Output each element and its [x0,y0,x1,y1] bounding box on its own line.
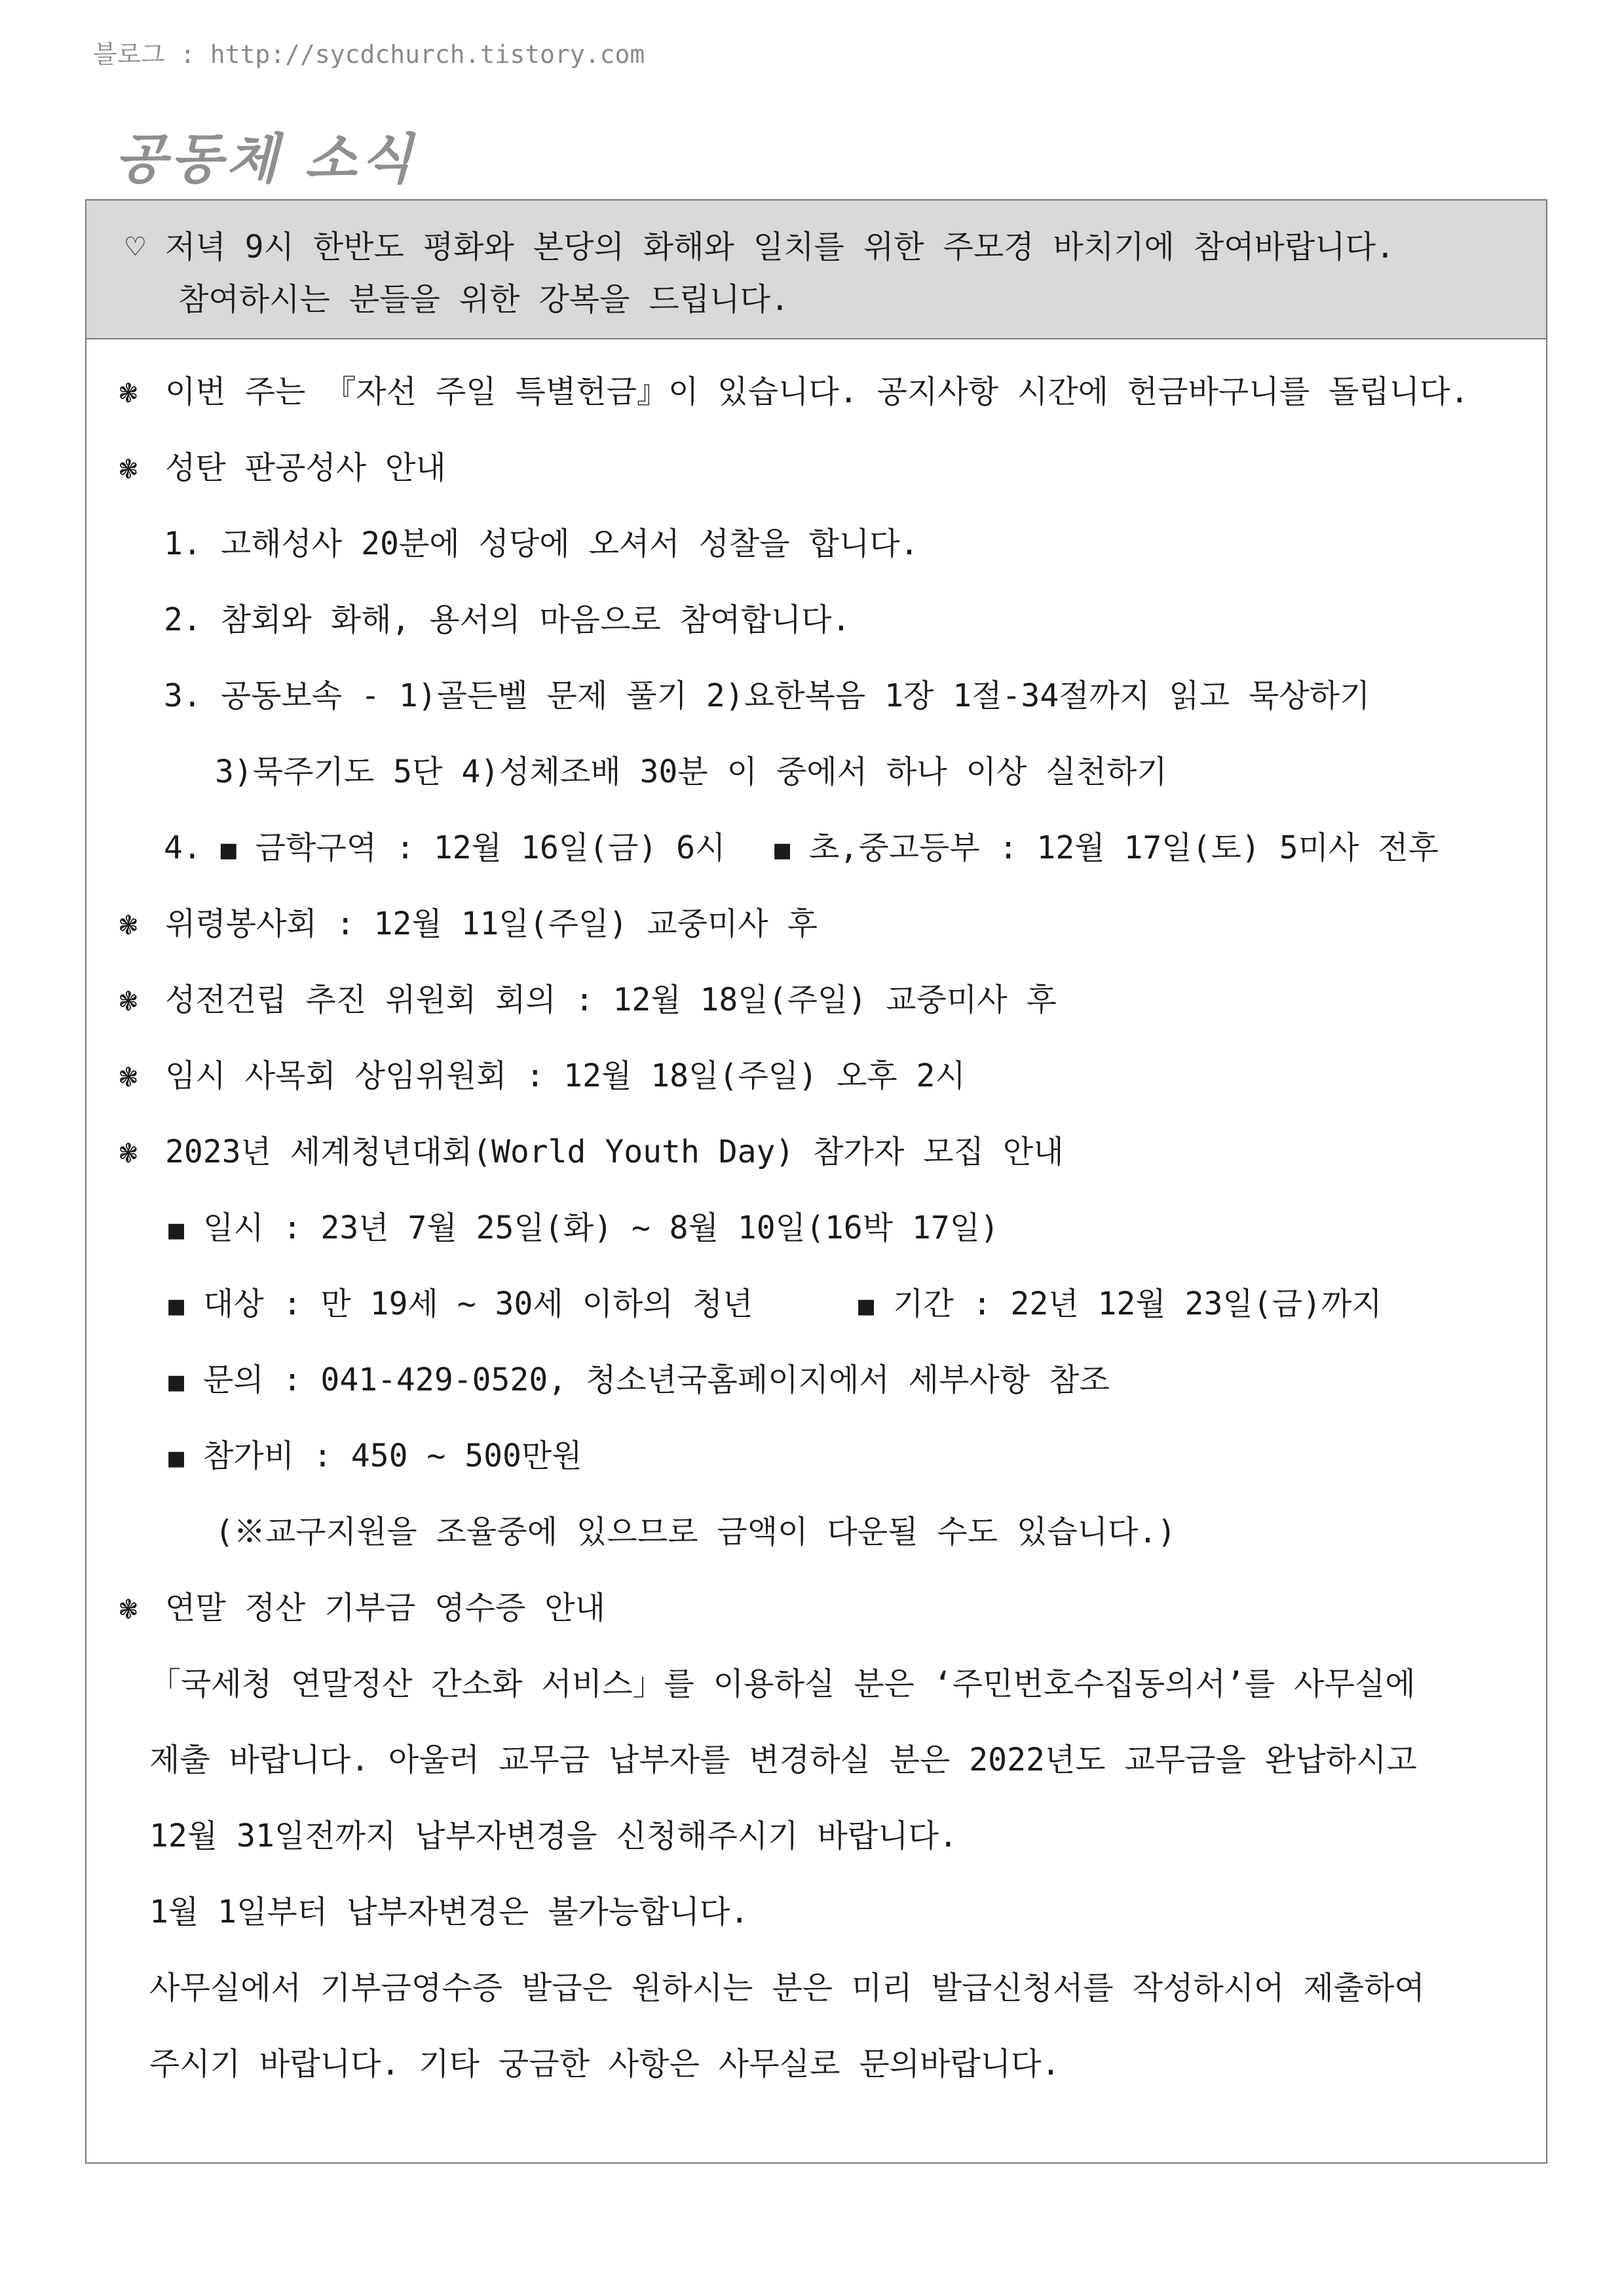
paragraph-line: 사무실에서 기부금영수증 발급은 원하시는 분은 미리 발급신청서를 작성하시어 제출하여 [149,1970,1425,2006]
square-bullet-icon: ■ [858,1291,875,1321]
paragraph-line: 12월 31일전까지 납부자변경을 신청해주시기 바랍니다. [149,1818,958,1854]
flower-bullet-icon: ❃ [119,906,138,942]
notice-box [85,199,1547,2164]
flower-bullet-icon: ❃ [119,1590,138,1626]
sub-item: ■ 기간 : 22년 12월 23일(금)까지 [858,1286,1382,1322]
paragraph-line: 제출 바랍니다. 아울러 교무금 납부자를 변경하실 분은 2022년도 교무금을 완납하시고 [149,1742,1417,1778]
flower-bullet-icon: ❃ [119,982,138,1018]
flower-bullet-icon: ❃ [119,1134,138,1170]
paragraph-line: 주시기 바랍니다. 기타 궁금한 사항은 사무실로 문의바랍니다. [149,2046,1061,2082]
flower-bullet-icon: ❃ [119,1058,138,1094]
heart-icon: ♡ [126,229,145,265]
square-bullet-icon: ■ [168,1367,185,1397]
square-bullet-icon: ■ [168,1443,185,1473]
sub-item: 4. ■ 금학구역 : 12월 16일(금) 6시 [164,830,726,866]
square-bullet-icon: ■ [168,1215,185,1245]
notice-item: ❃ 위령봉사회 : 12월 11일(주일) 교중미사 후 [119,906,818,942]
banner-line-2: 참여하시는 분들을 위한 강복을 드립니다. [178,281,789,318]
prayer-banner [86,201,1546,339]
notice-item: ❃ 이번 주는 『자선 주일 특별헌금』이 있습니다. 공지사항 시간에 헌금바구니를 돌립니다. [119,373,1469,410]
sub-item: 1. 고해성사 20분에 성당에 오셔서 성찰을 합니다. [164,526,919,562]
sub-item: ■ 참가비 : 450 ~ 500만원 [168,1438,582,1474]
sub-item: 2. 참회와 화해, 용서의 마음으로 참여합니다. [164,602,851,638]
banner-line-1: ♡ 저녁 9시 한반도 평화와 본당의 화해와 일치를 위한 주모경 바치기에 참여바랍니다. [126,229,1395,265]
flower-bullet-icon: ❃ [119,450,138,486]
notice-item: ❃ 성탄 판공성사 안내 [119,450,446,486]
page-title: 공동체 소식 [115,128,417,191]
paragraph-line: 「국세청 연말정산 간소화 서비스」를 이용하실 분은 ‘주민번호수집동의서’를 사무실에 [149,1666,1416,1702]
square-bullet-icon: ■ [220,835,236,865]
blog-url: 블로그 : http://sycdchurch.tistory.com [93,40,645,69]
paragraph-line: 1월 1일부터 납부자변경은 불가능합니다. [149,1894,749,1930]
notice-item: ❃ 임시 사목회 상임위원회 : 12월 18일(주일) 오후 2시 [119,1058,966,1094]
sub-item: ■ 초,중고등부 : 12월 17일(토) 5미사 전후 [774,830,1439,866]
notice-item: ❃ 성전건립 추진 위원회 회의 : 12월 18일(주일) 교중미사 후 [119,982,1057,1018]
sub-item: ■ 대상 : 만 19세 ~ 30세 이하의 청년 [168,1286,753,1322]
notice-item: ❃ 2023년 세계청년대회(World Youth Day) 참가자 모집 안내 [119,1134,1064,1170]
sub-item: ■ 일시 : 23년 7월 25일(화) ~ 8월 10일(16박 17일) [168,1210,1000,1246]
sub-item: 3)묵주기도 5단 4)성체조배 30분 이 중에서 하나 이상 실천하기 [215,754,1167,790]
square-bullet-icon: ■ [168,1291,185,1321]
sub-item: 3. 공동보속 - 1)골든벨 문제 풀기 2)요한복음 1장 1절-34절까지 읽고 묵상하기 [164,678,1370,714]
notice-item: ❃ 연말 정산 기부금 영수증 안내 [119,1590,606,1626]
flower-bullet-icon: ❃ [119,374,138,410]
sub-item: ■ 문의 : 041-429-0520, 청소년국홈페이지에서 세부사항 참조 [168,1362,1110,1398]
sub-item: (※교구지원을 조율중에 있으므로 금액이 다운될 수도 있습니다.) [215,1514,1177,1550]
square-bullet-icon: ■ [774,835,791,865]
